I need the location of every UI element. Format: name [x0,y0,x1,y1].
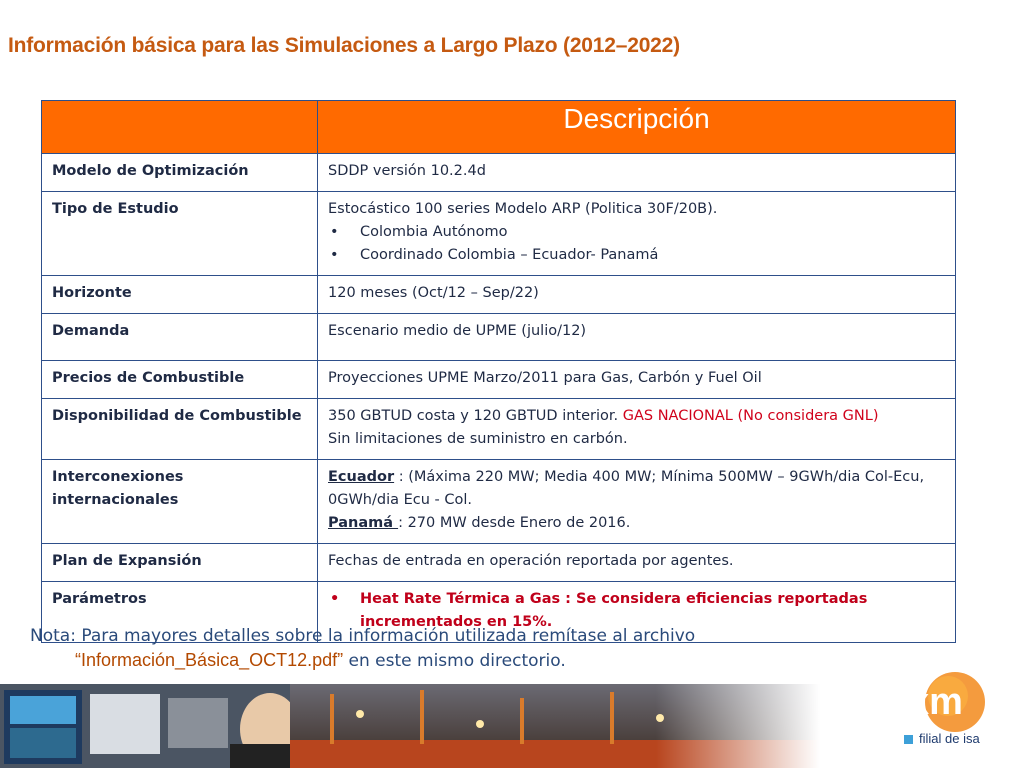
gas-nacional-note: GAS NACIONAL (No considera GNL) [622,408,879,424]
square-icon [904,735,913,744]
row-value [318,399,956,460]
table-row [42,361,956,399]
bullet-item: • Colombia Autónomo [360,221,945,244]
row-label: Tipo de Estudio [42,192,318,276]
note-line2-rest: en este mismo directorio. [343,651,566,671]
row-label: Modelo de Optimización [42,154,318,192]
note-filename: “Información_Básica_OCT12.pdf” [75,650,344,670]
row-value [318,192,956,276]
row-label: Interconexiones internacionales [42,460,318,544]
note-line1: Nota: Para mayores detalles sobre la información utilizada remítase al archivo [30,626,696,646]
logo-text: xm [908,681,963,723]
row-value [318,460,956,544]
row-value-text: Estocástico 100 series Modelo ARP (Politica 30F/20B). [328,201,718,217]
panama-text: : 270 MW desde Enero de 2016. [398,515,631,531]
table-row [42,192,956,276]
row-value-text: 350 GBTUD costa y 120 GBTUD interior. [328,408,619,424]
ecuador-text: : (Máxima 220 MW; Media 400 MW; Mínima 500MW – 9GWh/dia Col-Ecu, 0GWh/dia Ecu - Col. [328,469,925,508]
table-row [42,314,956,361]
row-label: Disponibilidad de Combustible [42,399,318,460]
row-value: 120 meses (Oct/12 – Sep/22) [318,276,956,314]
bullet-list [328,221,945,267]
table-row [42,399,956,460]
ecuador-label: Ecuador [328,469,395,485]
footer-photo-graphic [0,684,820,768]
row-value: Escenario medio de UPME (julio/12) [318,314,956,361]
row-value: Proyecciones UPME Marzo/2011 para Gas, Carbón y Fuel Oil [318,361,956,399]
table-row [42,544,956,582]
note [30,624,695,673]
row-value-text: Sin limitaciones de suministro en carbón. [328,431,628,447]
tagline-text: filial de isa [919,731,980,746]
table-row [42,276,956,314]
panama-label: Panamá [328,515,399,531]
note-line2 [30,648,695,673]
row-value: Fechas de entrada en operación reportada por agentes. [318,544,956,582]
row-label: Precios de Combustible [42,361,318,399]
bullet-item: • Heat Rate Térmica a Gas : Se considera eficiencias reportadas incrementados en 15%. [360,588,945,634]
footer-photo-collage [0,684,820,768]
row-label: Horizonte [42,276,318,314]
table-header-descripcion: Descripción [318,101,956,154]
table-row [42,460,956,544]
table-header-empty [42,101,318,154]
info-table [41,100,956,643]
bullet-item: • Coordinado Colombia – Ecuador- Panamá [360,244,945,267]
row-label: Parámetros [42,582,318,643]
slide-title: Información básica para las Simulaciones a Largo Plazo (2012–2022) [8,34,680,57]
row-value: SDDP versión 10.2.4d [318,154,956,192]
table-header-row [42,101,956,154]
row-label: Demanda [42,314,318,361]
table-row [42,154,956,192]
row-label: Plan de Expansión [42,544,318,582]
filial-tagline [904,731,980,746]
